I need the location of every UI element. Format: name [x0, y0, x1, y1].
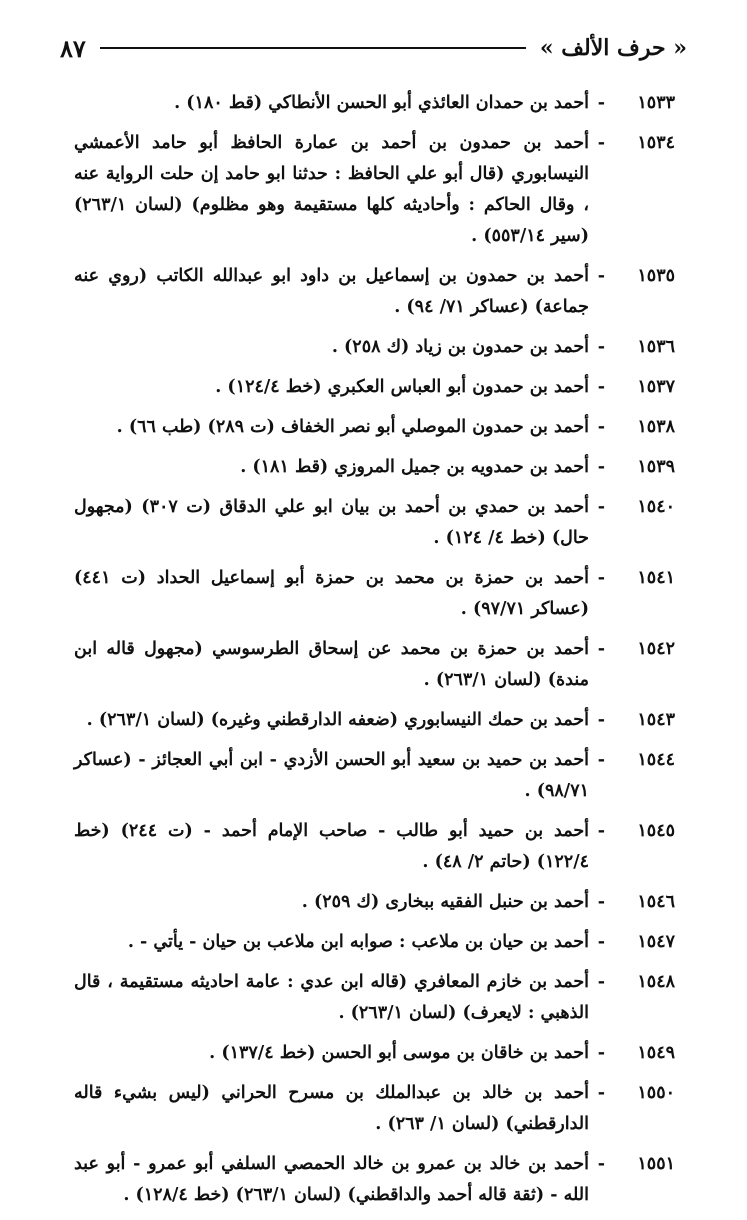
list-item — [74, 261, 675, 323]
list-item — [74, 745, 675, 807]
entry-number: ١٥٣٩ — [637, 457, 675, 477]
entry-text: أحمد بن حيان بن ملاعب : صوابه ابن ملاعب بن حيان - يأتي - . — [127, 932, 589, 952]
entry-dash: - — [597, 892, 605, 912]
list-item — [74, 887, 675, 918]
list-item — [74, 816, 675, 878]
entry-dash: - — [597, 710, 605, 730]
list-item — [74, 88, 675, 119]
entry-number: ١٥٥٠ — [637, 1083, 675, 1103]
entry-number: ١٥٤١ — [637, 568, 675, 588]
page-header — [60, 28, 687, 68]
entry-number: ١٥٤٩ — [637, 1043, 675, 1063]
entry-number: ١٥٣٦ — [637, 337, 675, 357]
entry-dash: - — [597, 932, 605, 952]
entry-list — [74, 88, 675, 1220]
entry-text: أحمد بن حمزة بن محمد عن إسحاق الطرسوسي (مجهول قاله ابن مندة) (لسان ٢٦٣/١) . — [74, 639, 589, 690]
entry-dash: - — [597, 93, 605, 113]
entry-text: أحمد بن خالد بن عمرو بن خالد الحمصي السلفي أبو عمرو - أبو عبد الله - (ثقة قاله أحمد والداقطني) (لسان ٢٦٣/١) (خط ١٢٨/٤) . — [74, 1154, 589, 1205]
entry-number: ١٥٥١ — [637, 1154, 675, 1174]
entry-dash: - — [597, 750, 605, 770]
page-number: ٨٧ — [60, 33, 86, 63]
entry-text: أحمد بن حمزة بن محمد بن حمزة أبو إسماعيل الحداد (ت ٤٤١) (عساكر ٩٧/٧١) . — [74, 568, 589, 619]
entry-number: ١٥٤٢ — [637, 639, 675, 659]
entry-text: أحمد بن خاقان بن موسى أبو الحسن (خط ١٣٧/٤) . — [209, 1043, 589, 1063]
entry-number: ١٥٣٧ — [637, 377, 675, 397]
entry-text: أحمد بن حميد بن سعيد أبو الحسن الأزدي - ابن أبي العجائز - (عساكر ٩٨/٧١) . — [74, 750, 589, 801]
entry-dash: - — [597, 639, 605, 659]
entry-dash: - — [597, 497, 605, 517]
entry-text: أحمد بن خازم المعافري (قاله ابن عدي : عامة احاديثه مستقيمة ، قال الذهبي : لايعرف) (لسان ٢٦٣/١) . — [74, 972, 589, 1023]
entry-dash: - — [597, 377, 605, 397]
entry-dash: - — [597, 337, 605, 357]
entry-text: أحمد بن حمدي بن أحمد بن بيان ابو علي الدقاق (ت ٣٠٧) (مجهول حال) (خط ٤/ ١٢٤) . — [74, 497, 589, 548]
entry-text: أحمد بن حمدون بن إسماعيل بن داود ابو عبدالله الكاتب (روي عنه جماعة) (عساكر ٧١/ ٩٤) . — [74, 266, 589, 317]
entry-number: ١٥٤٤ — [637, 750, 675, 770]
entry-text: أحمد بن حمدان العائذي أبو الحسن الأنطاكي (قط ١٨٠) . — [174, 93, 589, 113]
entry-text: أحمد بن حمك النيسابوري (ضعفه الدارقطني وغيره) (لسان ٢٦٣/١) . — [86, 710, 589, 730]
list-item — [74, 1078, 675, 1140]
list-item — [74, 452, 675, 483]
entry-number: ١٥٣٥ — [637, 266, 675, 286]
entry-number: ١٥٣٤ — [637, 133, 675, 153]
list-item — [74, 412, 675, 443]
entry-text: أحمد بن حمدون بن زياد (ك ٢٥٨) . — [331, 337, 589, 357]
entry-text: أحمد بن حمدويه بن جميل المروزي (قط ١٨١) . — [240, 457, 589, 477]
entry-number: ١٥٤٠ — [637, 497, 675, 517]
list-item — [74, 563, 675, 625]
entry-text: أحمد بن حمدون أبو العباس العكبري (خط ١٢٤/٤) . — [215, 377, 589, 397]
list-item — [74, 332, 675, 363]
entry-number: ١٥٤٨ — [637, 972, 675, 992]
list-item — [74, 1038, 675, 1069]
entry-dash: - — [597, 457, 605, 477]
entry-text: أحمد بن حميد أبو طالب - صاحب الإمام أحمد - (ت ٢٤٤) (خط ١٢٢/٤) (حاتم ٢/ ٤٨) . — [74, 821, 590, 872]
entry-dash: - — [597, 1154, 605, 1174]
list-item — [74, 705, 675, 736]
entry-dash: - — [597, 821, 606, 841]
entry-text: أحمد بن حنبل الفقيه ببخارى (ك ٢٥٩) . — [301, 892, 589, 912]
entry-dash: - — [597, 417, 605, 437]
entry-number: ١٥٣٣ — [637, 93, 675, 113]
list-item — [74, 967, 675, 1029]
entry-text: أحمد بن خالد بن عبدالملك بن مسرح الحراني (ليس بشيء قاله الدارقطني) (لسان ١/ ٢٦٣) . — [74, 1083, 589, 1134]
entry-number: ١٥٤٥ — [637, 821, 676, 841]
entry-dash: - — [597, 133, 605, 153]
list-item — [74, 1149, 675, 1211]
entry-number: ١٥٤٧ — [637, 932, 675, 952]
list-item — [74, 634, 675, 696]
header-rule — [100, 47, 526, 49]
list-item — [74, 372, 675, 403]
chapter-title: « حرف الألف » — [539, 35, 687, 61]
entry-dash: - — [597, 972, 605, 992]
list-item — [74, 128, 675, 252]
entry-dash: - — [597, 266, 605, 286]
entry-dash: - — [597, 568, 605, 588]
entry-text: أحمد بن حمدون الموصلي أبو نصر الخفاف (ت ٢٨٩) (طب ٦٦) . — [116, 417, 589, 437]
entry-number: ١٥٤٣ — [637, 710, 675, 730]
entry-dash: - — [597, 1083, 605, 1103]
entry-number: ١٥٤٦ — [637, 892, 675, 912]
entry-text: أحمد بن حمدون بن أحمد بن عمارة الحافظ أبو حامد الأعمشي النيسابوري (قال أبو علي الحافظ : حدثنا ابو حامد إن حلت الرواية عنه ، وقال الحاكم : وأحاديثه كلها مستقيمة وهو مظلوم) (لسان ٢٦٣/١) (سير ٥٥٣/١٤) . — [74, 133, 589, 246]
list-item — [74, 492, 675, 554]
entry-dash: - — [597, 1043, 605, 1063]
entry-number: ١٥٣٨ — [637, 417, 675, 437]
list-item — [74, 927, 675, 958]
